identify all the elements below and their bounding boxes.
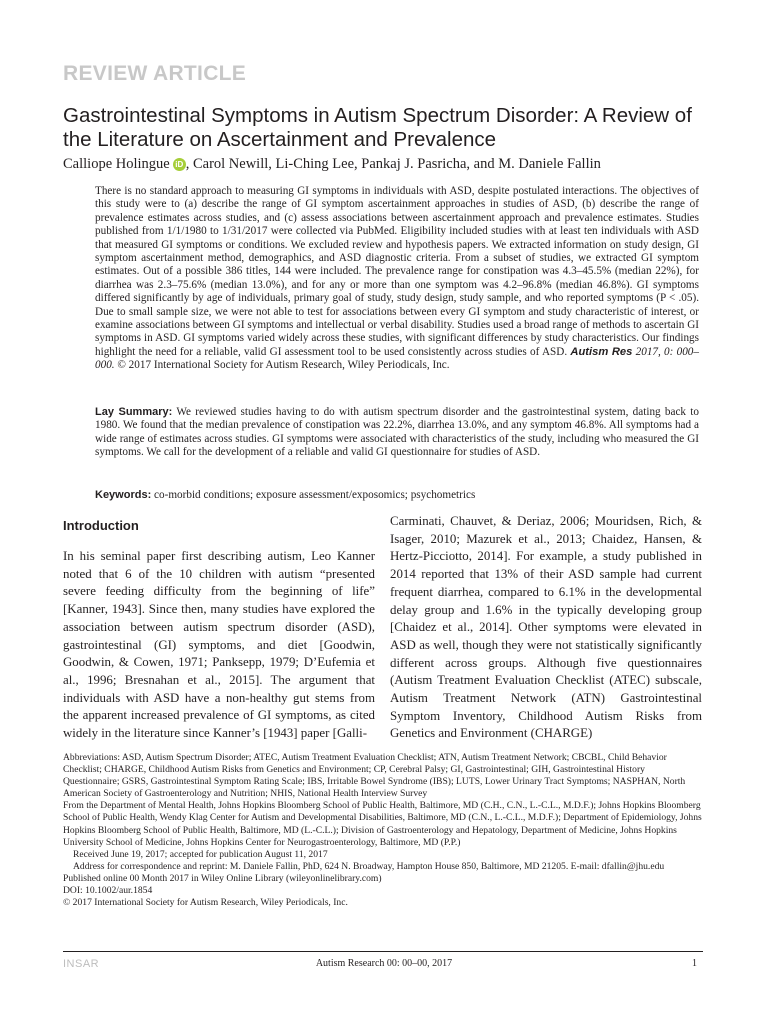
affiliations-note: From the Department of Mental Health, Johns Hopkins Bloomberg School of Public Health, Baltimore, MD (C.H., C.N., L.-C.L., M.D.F.); Johns Hopkins Bloomberg School of Public Health, Wendy Klag Center for Autism and Developmental Disabilities, Baltimore, MD (C.N., L.-C.L., M.D.F.); Department of Epidemiology, Johns Hopkins Bloomberg School of Public Health, Baltimore, MD (L.-C.L.); Division of Gastroenterology and Hepatology, Department of Medicine, Johns Hopkins University School of Medicine, Johns Hopkins Center for Neurogastroenterology, Baltimore, MD (P.P.) [63, 800, 702, 848]
body-column-right: Carminati, Chauvet, & Deriaz, 2006; Mouridsen, Rich, & Isager, 2010; Mazurek et al., 2013; Chaidez, Hansen, & Hertz-Picciotto, 2014]. For example, a study published in 2014 reported that 13% of their ASD sample had current frequent diarrhea, compared to 6.1% in the developmental delay group and 1.6% in the typically developing group [Chaidez et al., 2014]. Other symptoms were elevated in ASD as well, though they were not statistically significantly different across groups. Although five questionnaires (Autism Treatment Evaluation Checklist (ATEC) subscale, Autism Treatment Network (ATN) Gastrointestinal Symptom Inventory, Childhood Autism Risks from Genetics and Environment (CHARGE) [390, 514, 702, 741]
published-note: Published online 00 Month 2017 in Wiley Online Library (wileyonlinelibrary.com) [63, 872, 382, 884]
citation-volume: 2017, 0: 000–000. [95, 345, 699, 372]
correspondence-note: Address for correspondence and reprint: M. Daniele Fallin, PhD, 624 N. Broadway, Hampton House 850, Baltimore, MD 21205. E-mail: dfallin@jhu.edu [73, 860, 665, 872]
author-rest: , Carol Newill, Li-Ching Lee, Pankaj J. Pasricha, and M. Daniele Fallin [185, 156, 601, 172]
section-heading-introduction: Introduction [63, 518, 139, 533]
footnotes [63, 752, 703, 909]
abstract-body: There is no standard approach to measuring GI symptoms in individuals with ASD, despite postulated interactions. The objectives of this study were to (a) describe the range of GI symptom ascertainment approaches in studies of ASD, (b) describe the range of prevalence estimates across studies, and (c) assess associations between ascertainment approach and prevalence estimates. Studies published from 1/1/1980 to 1/31/2017 were collected via PubMed. Eligibility included studies with at least ten individuals with ASD that measured GI symptoms or conditions. We excluded review and hypothesis papers. We extracted information on study design, GI symptom ascertainment method, demographics, and ASD diagnostic criteria. From a subset of studies, we extracted GI symptom estimates. Out of a possible 386 titles, 144 were included. The prevalence range for constipation was 4.3–45.5% (median 22%), for diarrhea was 2.3–75.6% (median 13.0%), and for any or more than one symptom was 4.2–96.8% (median 46.8%). GI symptoms differed significantly by age of individuals, primary goal of study, study design, study sample, and who reported symptoms (P < .05). Due to small sample size, we were not able to test for associations between every GI symptom and study characteristic of interest, or examine associations between GI symptoms and intellectual or verbal disability. Studies used a broad range of methods to ascertain GI symptoms in ASD. GI symptoms varied widely across these studies, with significant differences by study characteristics. Our findings highlight the need for a reliable, valid GI assessment tool to be used consistently across studies of ASD. [95, 185, 699, 358]
author-list [63, 154, 713, 174]
lay-summary-text: We reviewed studies having to do with autism spectrum disorder and the gastrointestinal system, dating back to 1980. We found that the median prevalence of constipation was 22.2%, diarrhea 13.0%, and any symptom 46.8%. All symptoms had a wide range of estimates across studies. GI symptoms were associated with characteristics of the study, including who measured the GI symptoms. We call for the development of a reliable and valid GI questionnaire for studies of ASD. [95, 406, 699, 459]
author-first: Calliope Holingue [63, 156, 170, 172]
article-title: Gastrointestinal Symptoms in Autism Spectrum Disorder: A Review of the Literature on Ascertainment and Prevalence [63, 104, 692, 151]
orcid-icon[interactable]: iD [173, 158, 186, 171]
page-number: 1 [692, 958, 697, 969]
doi-note: DOI: 10.1002/aur.1854 [63, 885, 153, 897]
abstract [95, 185, 699, 373]
citation-journal: Autism Res [570, 345, 633, 358]
keywords-text: co-morbid conditions; exposure assessment/exposomics; psychometrics [154, 489, 476, 501]
footer-journal: Autism Research 00: 00–00, 2017 [315, 958, 453, 969]
section-label: REVIEW ARTICLE [63, 62, 247, 85]
lay-summary [95, 406, 699, 460]
footer-publisher: INSAR [63, 958, 100, 970]
copyright-note: © 2017 International Society for Autism Research, Wiley Periodicals, Inc. [63, 897, 348, 909]
keywords [95, 488, 699, 502]
footer-divider [63, 951, 703, 952]
keywords-label: Keywords: [95, 489, 152, 501]
received-note: Received June 19, 2017; accepted for publication August 11, 2017 [73, 848, 328, 860]
abstract-copyright: © 2017 International Society for Autism Research, Wiley Periodicals, Inc. [117, 359, 450, 372]
abbreviations-note: Abbreviations: ASD, Autism Spectrum Disorder; ATEC, Autism Treatment Evaluation Checklist; ATN, Autism Treatment Network; CBCBL, Child Behavior Checklist; CHARGE, Childhood Autism Risks from Genetics and Environment; CP, Cerebral Palsy; GI, Gastrointestinal; GIH, Gastrointestinal History Questionnaire; GSRS, Gastrointestinal Symptom Rating Scale; IBS, Irritable Bowel Syndrome (IBS); LUTS, Lower Urinary Tract Symptoms; NASPHAN, North American Society of Gastroenterology and Nutrition; NHIS, National Health Interview Survey [63, 752, 686, 800]
lay-summary-label: Lay Summary: [95, 406, 173, 418]
body-column-left: In his seminal paper first describing autism, Leo Kanner noted that 6 of the 10 children with autism “presented severe feeding difficulty from the beginning of life” [Kanner, 1943]. Since then, many studies have explored the association between autism spectrum disorder (ASD), gastrointestinal (GI) symptoms, and diet [Goodwin, Goodwin, & Cowen, 1971; Panksepp, 1979; D’Eufemia et al., 1996; Bresnahan et al., 2015]. The argument that individuals with ASD have a non-healthy gut stems from the apparent increased prevalence of GI symptoms, as cited widely in the literature since Kanner’s [1943] paper [Galli- [63, 549, 375, 741]
